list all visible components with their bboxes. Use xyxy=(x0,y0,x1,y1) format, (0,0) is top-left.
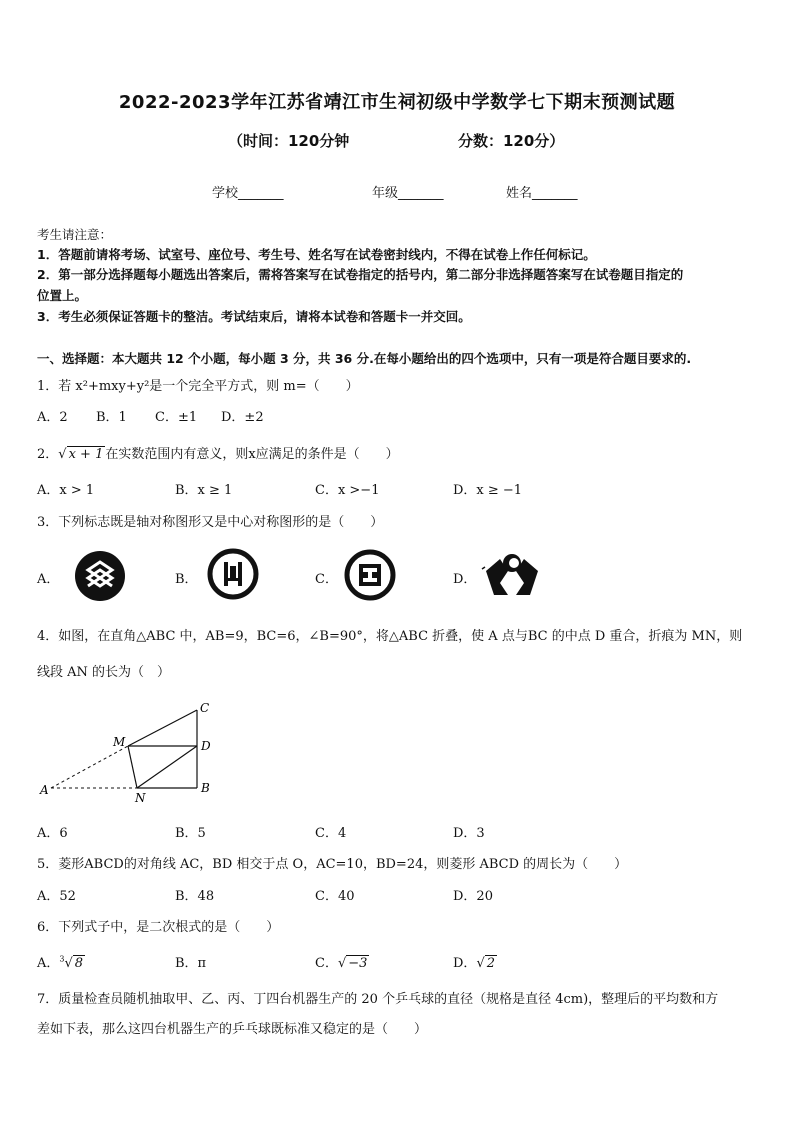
q3-stem: 3．下列标志既是轴对称图形又是中心对称图形的是（ ） xyxy=(37,515,384,530)
q2-stem: 在实数范围内有意义，则x应满足的条件是（ ） xyxy=(105,447,399,462)
label-c: C xyxy=(200,701,210,715)
q4-stem-line2: 线段 AN 的长为（ ） xyxy=(37,665,171,680)
q5-option-d: D．20 xyxy=(453,889,493,904)
q6-stem: 6．下列式子中，是二次根式的是（ ） xyxy=(37,920,280,935)
q4-option-d: D．3 xyxy=(453,826,485,841)
page-title: 2022-2023学年江苏省靖江市生祠初级中学数学七下期末预测试题 xyxy=(118,92,676,113)
section-heading: 一、选择题：本大题共 12 个小题，每小题 3 分，共 36 分.在每小题给出的四个选项中，只有一项是符合题目要求的. xyxy=(37,351,692,366)
q1-option-c: C．±1 xyxy=(155,410,198,425)
q1-option-b: B．1 xyxy=(96,410,127,425)
q6-option-b: B．π xyxy=(175,956,207,971)
q6-option-c: C．√ −3 xyxy=(315,956,368,971)
q4-triangle-diagram xyxy=(37,698,227,808)
q7-stem-line1: 7．质量检查员随机抽取甲、乙、丙、丁四台机器生产的 20 个乒乓球的直径（规格是直径 4cm)，整理后的平均数和方 xyxy=(37,992,719,1007)
q5-option-b: B．48 xyxy=(175,889,215,904)
notice-item-2-cont: 位置上。 xyxy=(37,288,88,303)
notice-item-3: 3．考生必须保证答题卡的整洁。考试结束后，请将本试卷和答题卡一并交回。 xyxy=(37,309,471,324)
notice-item-1: 1．答题前请将考场、试室号、座位号、考生号、姓名写在试卷密封线内，不得在试卷上作任何标记。 xyxy=(37,247,596,262)
mn-line xyxy=(128,746,137,788)
china-mobile-logo-icon xyxy=(74,550,126,602)
notice-heading: 考生请注意： xyxy=(37,227,113,242)
label-a: A xyxy=(40,783,49,797)
label-d: D xyxy=(201,739,211,753)
icbc-logo-icon xyxy=(344,549,396,601)
school-field: 学校_______ xyxy=(212,186,284,201)
exam-score: 分数：120分） xyxy=(458,132,565,150)
q5-option-a: A．52 xyxy=(37,889,76,904)
q6-option-a: A．$^3$√ 8 xyxy=(37,954,84,971)
q6-option-d: D．√ 2 xyxy=(453,956,496,971)
label-b: B xyxy=(201,781,210,795)
q4-option-b: B．5 xyxy=(175,826,206,841)
name-field: 姓名_______ xyxy=(506,186,578,201)
q1-option-d: D．±2 xyxy=(221,410,264,425)
q3-option-c: C． xyxy=(315,572,338,587)
q2-option-b: B．x ≥ 1 xyxy=(175,483,233,498)
q5-option-c: C．40 xyxy=(315,889,355,904)
label-n: N xyxy=(135,791,146,805)
q2-number: 2． xyxy=(37,447,59,462)
nd-line xyxy=(137,746,197,788)
q2-option-a: A．x > 1 xyxy=(37,483,95,498)
q1-stem: 1．若 x²+mxy+y²是一个完全平方式，则 m=（ ） xyxy=(37,379,359,394)
q4-option-c: C．4 xyxy=(315,826,347,841)
q1-option-a: A．2 xyxy=(37,410,68,425)
q3-option-a: A． xyxy=(37,572,60,587)
q7-stem-line2: 差如下表，那么这四台机器生产的乒乓球既标准又稳定的是（ ） xyxy=(37,1022,428,1037)
q3-option-b: B． xyxy=(175,572,198,587)
exam-time: （时间：120分钟 xyxy=(228,132,350,150)
q2-option-d: D．x ≥ −1 xyxy=(453,483,523,498)
label-m: M xyxy=(113,735,126,749)
q2-line xyxy=(37,443,399,462)
mc-line xyxy=(128,710,197,746)
q2-option-c: C．x >−1 xyxy=(315,483,380,498)
q4-option-a: A．6 xyxy=(37,826,68,841)
q4-stem-line1: 4．如图，在直角△ABC 中，AB=9，BC=6，∠B=90°，将△ABC 折叠，使 A 点与BC 的中点 D 重合，折痕为 MN，则 xyxy=(37,629,743,644)
grade-field: 年级_______ xyxy=(372,186,444,201)
notice-item-2: 2．第一部分选择题每小题选出答案后，需将答案写在试卷指定的括号内，第二部分非选择题答案写在试卷题目指定的 xyxy=(37,267,684,282)
dashed-am-line xyxy=(51,746,128,788)
bank-ring-logo-icon xyxy=(207,548,259,600)
agri-bank-logo-icon xyxy=(480,549,544,599)
q5-stem: 5．菱形ABCD的对角线 AC，BD 相交于点 O，AC=10，BD=24，则菱形 ABCD 的周长为（ ） xyxy=(37,857,628,872)
q3-option-d: D． xyxy=(453,572,477,587)
q2-radical: √ x + 1 xyxy=(58,447,104,462)
